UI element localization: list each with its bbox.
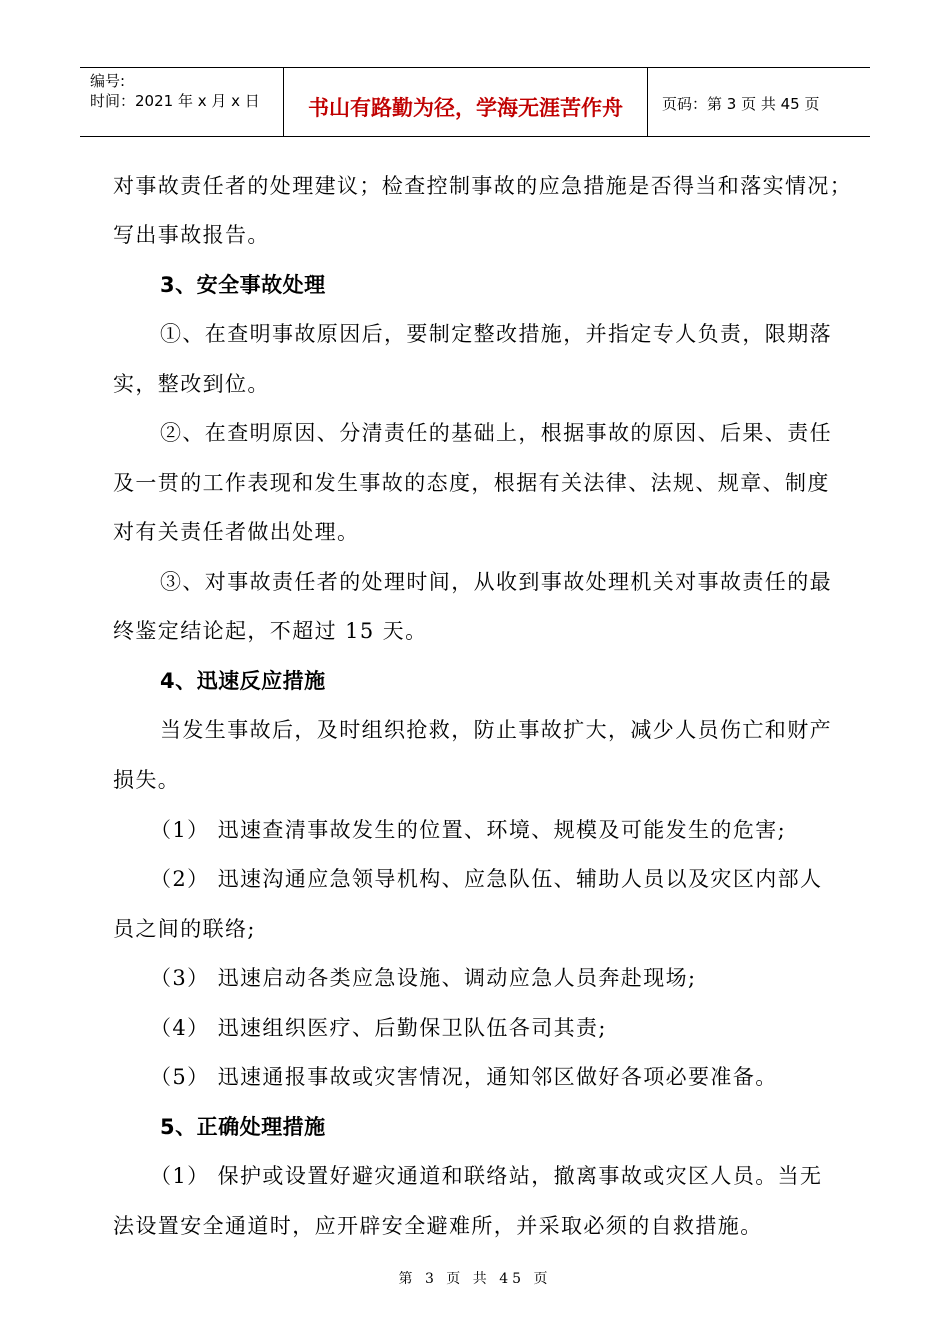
page-header	[80, 67, 870, 137]
body-line: 及一贯的工作表现和发生事故的态度，根据有关法律、法规、规章、制度	[113, 471, 830, 495]
list-item: （2） 迅速沟通应急领导机构、应急队伍、辅助人员以及灾区内部人	[150, 867, 823, 891]
list-item: （4） 迅速组织医疗、后勤保卫队伍各司其责;	[150, 1016, 607, 1040]
header-page-code: 页码：第 3 页 共 45 页	[662, 95, 820, 113]
list-item: （5） 迅速通报事故或灾害情况，通知邻区做好各项必要准备。	[150, 1065, 778, 1089]
body-line: 实，整改到位。	[113, 372, 270, 396]
body-line: 对有关责任者做出处理。	[113, 520, 360, 544]
header-info-cell	[80, 68, 284, 136]
list-item: （1） 保护或设置好避灾通道和联络站，撤离事故或灾区人员。当无	[150, 1164, 823, 1188]
section-heading: 4、迅速反应措施	[160, 669, 326, 693]
header-motto: 书山有路勤为径，学海无涯苦作舟	[308, 96, 623, 120]
list-item: （1） 迅速查清事故发生的位置、环境、规模及可能发生的危害;	[150, 818, 787, 842]
body-line: 法设置安全通道时，应开辟安全避难所，并采取必须的自救措施。	[113, 1214, 763, 1238]
section-heading: 3、安全事故处理	[160, 273, 326, 297]
document-number-label: 编号:	[90, 72, 126, 90]
body-line: 当发生事故后，及时组织抢救，防止事故扩大，减少人员伤亡和财产	[160, 718, 832, 742]
section-heading: 5、正确处理措施	[160, 1115, 326, 1139]
body-line: 写出事故报告。	[113, 223, 270, 247]
body-line: 对事故责任者的处理建议；检查控制事故的应急措施是否得当和落实情况；	[113, 174, 853, 198]
body-line: 员之间的联络;	[113, 917, 256, 941]
page-footer: 第 3 页 共 45 页	[398, 1271, 552, 1287]
body-line: ③、对事故责任者的处理时间，从收到事故处理机关对事故责任的最	[160, 570, 832, 594]
body-line: 终鉴定结论起，不超过 15 天。	[113, 619, 428, 643]
document-date-label: 时间：2021 年 x 月 x 日	[90, 92, 260, 110]
body-line: ①、在查明事故原因后，要制定整改措施，并指定专人负责，限期落	[160, 322, 832, 346]
body-line: 损失。	[113, 768, 181, 792]
header-motto-cell	[284, 68, 648, 136]
header-page-cell	[648, 68, 870, 136]
list-item: （3） 迅速启动各类应急设施、调动应急人员奔赴现场;	[150, 966, 697, 990]
body-line: ②、在查明原因、分清责任的基础上，根据事故的原因、后果、责任	[160, 421, 832, 445]
